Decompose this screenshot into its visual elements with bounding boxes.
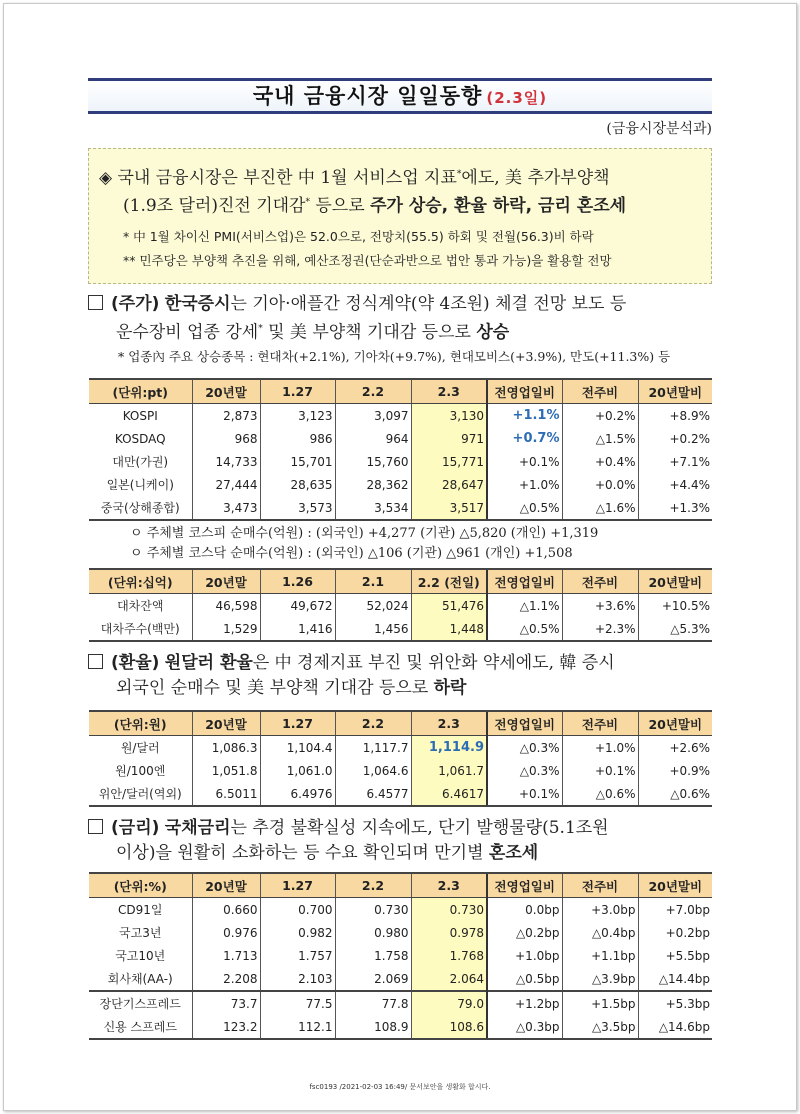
column-header: 전영업일비	[487, 569, 562, 594]
column-header: 전주비	[562, 711, 638, 736]
row-label: 위안/달러(역외)	[89, 782, 192, 806]
title-text: 국내 금융시장 일일동향	[252, 84, 483, 108]
column-header: 전주비	[562, 569, 638, 594]
table-cell: +1.0%	[562, 736, 638, 760]
checkbox-square-icon	[88, 295, 103, 310]
table-cell: +0.1%	[487, 782, 562, 806]
table-cell: +0.1%	[562, 759, 638, 782]
row-label: 중국(상해종합)	[89, 496, 192, 520]
table-cell: 1,086.3	[192, 736, 260, 760]
table-cell: 73.7	[192, 991, 260, 1015]
table-cell: 1.713	[192, 944, 260, 967]
table-cell: +0.2bp	[638, 921, 712, 944]
table-cell: 964	[335, 427, 411, 450]
table-cell: +2.3%	[562, 617, 638, 641]
table-cell: +3.0bp	[562, 898, 638, 922]
table-cell: +1.3%	[638, 496, 712, 520]
table-cell: △0.3%	[487, 736, 562, 760]
table-cell: 0.978	[411, 921, 487, 944]
table-cell: +2.6%	[638, 736, 712, 760]
table-cell: 2.103	[260, 967, 335, 991]
table-cell: 3,534	[335, 496, 411, 520]
table-cell: 0.730	[335, 898, 411, 922]
table-cell: 49,672	[260, 594, 335, 618]
table-cell: 2.069	[335, 967, 411, 991]
table-cell: 6.4577	[335, 782, 411, 806]
table-header-row	[89, 711, 712, 736]
column-header: (단위:십억)	[89, 569, 192, 594]
row-label: 대만(가권)	[112, 455, 169, 469]
table-cell: 77.5	[260, 991, 335, 1015]
column-header: 1.27	[260, 379, 335, 404]
table-cell: 51,476	[411, 594, 487, 618]
column-header: 2.2 (전일)	[411, 569, 487, 594]
table-cell: △1.5%	[562, 427, 638, 450]
column-header: 20년말비	[638, 873, 712, 898]
table-row	[89, 921, 712, 944]
table-cell: 14,733	[192, 450, 260, 473]
table-cell: 1,117.7	[335, 736, 411, 760]
table-cell: △0.5%	[487, 496, 562, 520]
table-cell: △0.4bp	[562, 921, 638, 944]
table-cell: △5.3%	[638, 617, 712, 641]
column-header: 2.2	[335, 873, 411, 898]
table-cell: 28,647	[411, 473, 487, 496]
kosdaq-net-buy: ㅇ 주체별 코스닥 순매수(억원) : (외국인) △106 (기관) △961 (개인) +1,508	[130, 546, 573, 561]
table-cell: 0.982	[260, 921, 335, 944]
table-row	[89, 736, 712, 760]
table-cell: △3.9bp	[562, 967, 638, 991]
row-label: KOSPI	[122, 408, 158, 423]
column-header: 전영업일비	[487, 379, 562, 404]
row-label: KOSDAQ	[114, 431, 166, 446]
table-cell: 2.064	[411, 967, 487, 991]
table-cell: 79.0	[411, 991, 487, 1015]
table-row	[89, 496, 712, 520]
column-header: 2.3	[411, 873, 487, 898]
table-cell: 1,064.6	[335, 759, 411, 782]
title-date: (2.3일)	[486, 89, 548, 107]
section-fx: (환율) 원달러 환율은 中 경제지표 부진 및 위안화 약세에도, 韓 증시 외국인 순매수 및 美 부양책 기대감 등으로 하락	[88, 651, 718, 701]
table-cell: △1.1%	[487, 594, 562, 618]
table-cell: +1.0%	[487, 473, 562, 496]
table-cell: 968	[192, 427, 260, 450]
table-cell: 3,473	[192, 496, 260, 520]
lending-table	[89, 568, 712, 642]
table-row	[89, 594, 712, 618]
row-label: 대차잔액	[117, 599, 164, 613]
table-cell: 1,456	[335, 617, 411, 641]
summary-line-1: ◈ 국내 금융시장은 부진한 中 1월 서비스업 지표*에도, 美 추가부양책	[99, 168, 610, 188]
column-header: 20년말비	[638, 569, 712, 594]
table-cell: +7.0bp	[638, 898, 712, 922]
table-cell: +7.1%	[638, 450, 712, 473]
column-header: (단위:%)	[89, 873, 192, 898]
row-label: 국고10년	[115, 949, 166, 963]
table-cell: 3,097	[335, 404, 411, 428]
table-row	[89, 782, 712, 806]
table-cell: 0.0bp	[487, 898, 562, 922]
table-cell: 3,123	[260, 404, 335, 428]
table-cell: 2.208	[192, 967, 260, 991]
table-row	[89, 404, 712, 428]
table-cell: 77.8	[335, 991, 411, 1015]
table-cell: +1.2bp	[487, 991, 562, 1015]
table-cell: 1.757	[260, 944, 335, 967]
table-cell: +1.1%	[487, 404, 562, 428]
table-cell: 0.730	[411, 898, 487, 922]
summary-line-2: (1.9조 달러)진전 기대감* 등으로 주가 상승, 환율 하락, 금리 혼조세	[123, 196, 627, 216]
diamond-bullet-icon: ◈	[99, 168, 113, 188]
row-label: 장단기스프레드	[89, 991, 192, 1015]
summary-conclusion: 주가 상승, 환율 하락, 금리 혼조세	[370, 196, 627, 216]
table-cell: △0.6%	[562, 782, 638, 806]
table-header-row	[89, 569, 712, 594]
page-title	[88, 78, 712, 114]
table-cell: 0.976	[192, 921, 260, 944]
row-label: CD91일	[118, 903, 163, 917]
table-cell: 1,114.9	[411, 736, 487, 760]
table-cell: 15,771	[411, 450, 487, 473]
table-cell: 15,760	[335, 450, 411, 473]
table-cell: +0.2%	[562, 404, 638, 428]
summary-box	[88, 148, 712, 284]
table-cell: △3.5bp	[562, 1015, 638, 1039]
table-cell: +5.3bp	[638, 991, 712, 1015]
table-cell: 1,529	[192, 617, 260, 641]
table-cell: +0.0%	[562, 473, 638, 496]
table-cell: 108.6	[411, 1015, 487, 1039]
table-cell: 1,448	[411, 617, 487, 641]
table-cell: 6.4617	[411, 782, 487, 806]
stocks-footnote: * 업종內 주요 상승종목 : 현대차(+2.1%), 기아차(+9.7%), 현대모비스(+3.9%), 만도(+11.3%) 등	[118, 349, 671, 364]
table-cell: +0.7%	[487, 427, 562, 450]
table-cell: 2,873	[192, 404, 260, 428]
table-cell: 1.768	[411, 944, 487, 967]
table-row	[89, 759, 712, 782]
table-cell: +0.1%	[487, 450, 562, 473]
table-cell: 112.1	[260, 1015, 335, 1039]
table-cell: +5.5bp	[638, 944, 712, 967]
column-header: 1.27	[260, 711, 335, 736]
table-cell: +4.4%	[638, 473, 712, 496]
row-label: 대차주수(백만)	[89, 617, 192, 641]
column-header: 2.1	[335, 569, 411, 594]
table-cell: △0.6%	[638, 782, 712, 806]
table-cell: △0.2bp	[487, 921, 562, 944]
table-cell: 986	[260, 427, 335, 450]
table-row	[89, 450, 712, 473]
column-header: (단위:원)	[89, 711, 192, 736]
table-row	[89, 898, 712, 922]
table-row	[89, 617, 712, 641]
table-row	[89, 944, 712, 967]
column-header: 2.3	[411, 379, 487, 404]
column-header: 전주비	[562, 873, 638, 898]
table-cell: 1,416	[260, 617, 335, 641]
table-cell: 3,517	[411, 496, 487, 520]
column-header: 20년말	[192, 379, 260, 404]
table-cell: 0.660	[192, 898, 260, 922]
table-cell: △0.5%	[487, 617, 562, 641]
row-label: 일본(니케이)	[106, 478, 174, 492]
table-row	[89, 1015, 712, 1039]
column-header: 전주비	[562, 379, 638, 404]
table-row	[89, 427, 712, 450]
row-label: 회사채(AA-)	[107, 972, 173, 986]
column-header: 2.3	[411, 711, 487, 736]
table-cell: △14.6bp	[638, 1015, 712, 1039]
table-cell: +1.5bp	[562, 991, 638, 1015]
table-cell: +1.0bp	[487, 944, 562, 967]
column-header: 전영업일비	[487, 711, 562, 736]
table-cell: 1,104.4	[260, 736, 335, 760]
table-cell: +0.4%	[562, 450, 638, 473]
table-cell: +1.1bp	[562, 944, 638, 967]
column-header: 2.2	[335, 711, 411, 736]
fx-table	[89, 710, 712, 807]
column-header: 전영업일비	[487, 873, 562, 898]
table-cell: △1.6%	[562, 496, 638, 520]
table-cell: 6.4976	[260, 782, 335, 806]
column-header: 1.26	[260, 569, 335, 594]
column-header: (단위:pt)	[89, 379, 192, 404]
column-header: 20년말비	[638, 711, 712, 736]
table-cell: 0.980	[335, 921, 411, 944]
table-header-row	[89, 873, 712, 898]
table-cell: +8.9%	[638, 404, 712, 428]
table-cell: 52,024	[335, 594, 411, 618]
row-label: 원/달러	[120, 741, 160, 755]
summary-note-2: ** 민주당은 부양책 추진을 위해, 예산조정권(단순과반으로 법안 통과 가능)을 활용할 전망	[123, 253, 612, 268]
table-cell: 15,701	[260, 450, 335, 473]
checkbox-square-icon	[88, 819, 103, 834]
table-row	[89, 967, 712, 991]
table-cell: 123.2	[192, 1015, 260, 1039]
table-header-row	[89, 379, 712, 404]
table-cell: △14.4bp	[638, 967, 712, 991]
table-cell: 6.5011	[192, 782, 260, 806]
table-cell: △0.5bp	[487, 967, 562, 991]
row-label: 원/100엔	[115, 764, 166, 778]
table-cell: 1.758	[335, 944, 411, 967]
table-cell: +0.9%	[638, 759, 712, 782]
column-header: 20년말	[192, 873, 260, 898]
table-cell: 27,444	[192, 473, 260, 496]
column-header: 2.2	[335, 379, 411, 404]
footer-note: fsc0193 /2021-02-03 16:49/ 문서보안을 생활화 합시다.	[309, 1083, 491, 1091]
table-cell: 971	[411, 427, 487, 450]
table-cell: △0.3bp	[487, 1015, 562, 1039]
section-stocks: (주가) 한국증시는 기아·애플간 정식계약(약 4조원) 체결 전망 보도 등 운수장비 업종 강세* 및 美 부양책 기대감 등으로 상승	[88, 292, 718, 346]
department-label: (금융시장분석과)	[606, 121, 712, 137]
table-cell: 28,362	[335, 473, 411, 496]
table-cell: △0.3%	[487, 759, 562, 782]
summary-note-1: * 中 1월 차이신 PMI(서비스업)은 52.0으로, 전망치(55.5) 하회 및 전월(56.3)비 하락	[123, 229, 594, 244]
checkbox-square-icon	[88, 654, 103, 669]
table-cell: 1,061.0	[260, 759, 335, 782]
column-header: 20년말	[192, 711, 260, 736]
stocks-table	[89, 378, 712, 521]
table-cell: 0.700	[260, 898, 335, 922]
table-cell: 3,130	[411, 404, 487, 428]
table-cell: 1,051.8	[192, 759, 260, 782]
table-cell: 108.9	[335, 1015, 411, 1039]
column-header: 1.27	[260, 873, 335, 898]
table-cell: 3,573	[260, 496, 335, 520]
table-cell: 46,598	[192, 594, 260, 618]
table-row	[89, 991, 712, 1015]
kospi-net-buy: ㅇ 주체별 코스피 순매수(억원) : (외국인) +4,277 (기관) △5,820 (개인) +1,319	[130, 526, 599, 541]
table-cell: +3.6%	[562, 594, 638, 618]
table-cell: +0.2%	[638, 427, 712, 450]
table-cell: +10.5%	[638, 594, 712, 618]
column-header: 20년말	[192, 569, 260, 594]
rates-table	[89, 872, 712, 1040]
row-label: 국고3년	[119, 926, 162, 940]
table-row	[89, 473, 712, 496]
row-label: 신용 스프레드	[89, 1015, 192, 1039]
table-cell: 1,061.7	[411, 759, 487, 782]
section-rates: (금리) 국채금리는 추경 불확실성 지속에도, 단기 발행물량(5.1조원 이상)을 원활히 소화하는 등 수요 확인되며 만기별 혼조세	[88, 816, 718, 866]
table-cell: 28,635	[260, 473, 335, 496]
column-header: 20년말비	[638, 379, 712, 404]
